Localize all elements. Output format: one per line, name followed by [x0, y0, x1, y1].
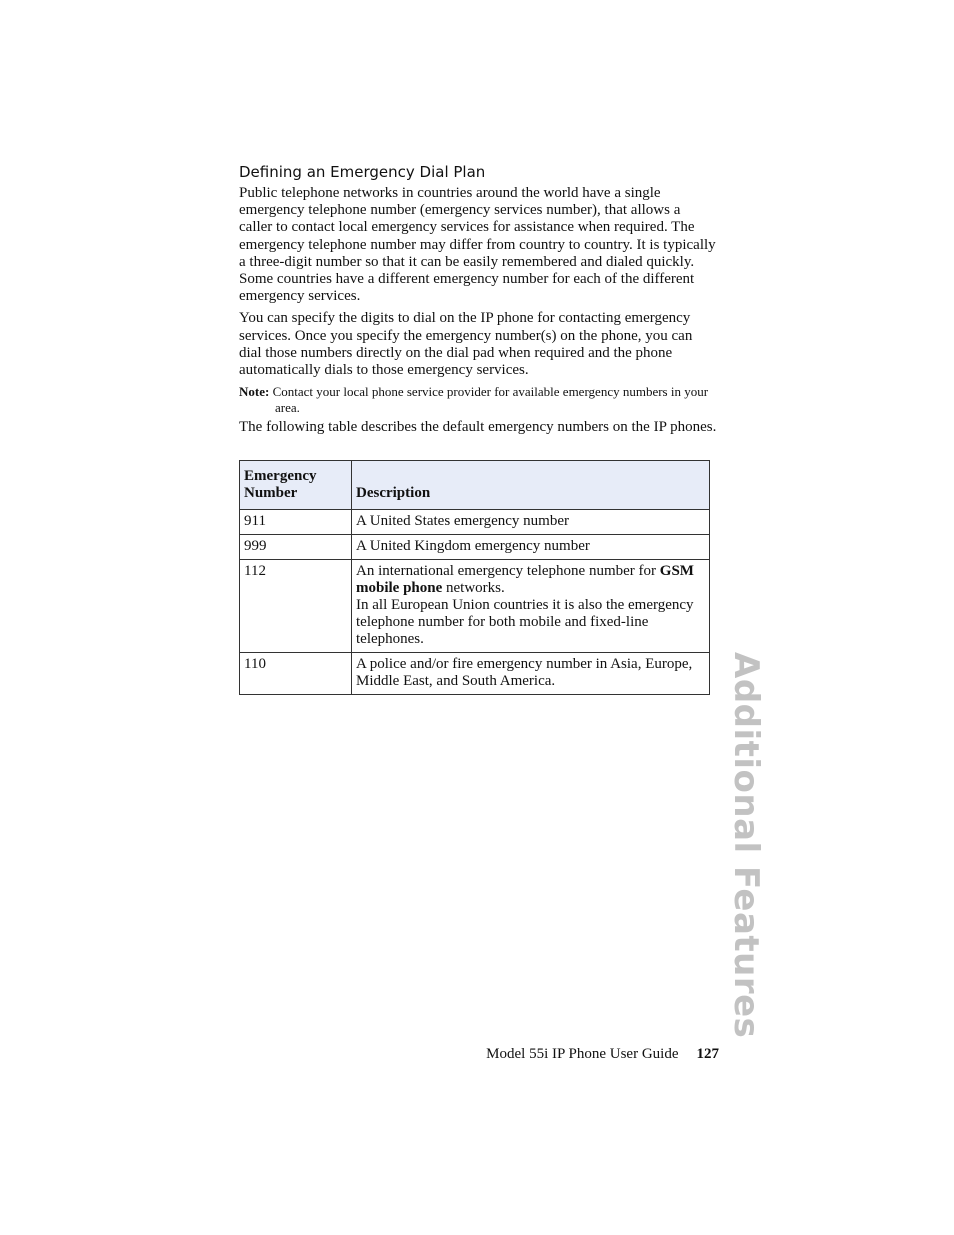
- page-number: 127: [696, 1046, 719, 1062]
- guide-title: Model 55i IP Phone User Guide: [486, 1046, 679, 1062]
- table-header-row: [240, 461, 710, 510]
- desc-text: In all European Union countries it is also the emergency telephone number for both mobile and fixed-line telephones.: [356, 597, 694, 648]
- desc-bold-term: GSM mobile phone: [356, 563, 694, 597]
- description-cell: A United States emergency number: [352, 510, 710, 535]
- side-tab: [724, 651, 768, 1039]
- description-cell: [352, 560, 710, 653]
- emergency-number-cell: 911: [240, 510, 352, 535]
- page-content: [239, 163, 717, 695]
- header-description: Description: [352, 461, 710, 510]
- note: [239, 384, 717, 416]
- emergency-number-cell: 112: [240, 560, 352, 653]
- intro-paragraph: Public telephone networks in countries around the world have a single emergency telephone number (emergency services number), that allows a caller to contact local emergency services for assistance when required. The emergency telephone number may differ from country to country. It is typically a three-digit number so that it can be easily remembered and dialed quickly. Some countries have a different emergency number for each of the different emergency services.: [239, 185, 716, 305]
- header-emergency-number: Emergency Number: [240, 461, 352, 510]
- table-row: [240, 535, 710, 560]
- emergency-numbers-table: [239, 460, 710, 695]
- table-row: [240, 510, 710, 535]
- desc-text: An international emergency telephone number for: [356, 563, 660, 580]
- note-text: Contact your local phone service provider for available emergency numbers in your area.: [272, 384, 709, 416]
- side-tab-label: Additional Features: [726, 651, 766, 1039]
- emergency-number-cell: 999: [240, 535, 352, 560]
- table-row: [240, 560, 710, 653]
- table-intro: The following table describes the default emergency numbers on the IP phones.: [239, 419, 717, 436]
- section-title: Defining an Emergency Dial Plan: [239, 163, 486, 181]
- description-cell: A United Kingdom emergency number: [352, 535, 710, 560]
- specify-digits-paragraph: You can specify the digits to dial on the IP phone for contacting emergency services. Once you specify the emergency number(s) on the phone, you can dial those numbers directly on the dial pad when required and the phone automatically dials to those emergency services.: [239, 310, 693, 379]
- page-footer: [477, 1046, 719, 1063]
- note-label: Note:: [239, 384, 270, 400]
- desc-text: networks.: [442, 580, 505, 597]
- table-row: [240, 653, 710, 695]
- description-cell: A police and/or fire emergency number in Asia, Europe, Middle East, and South America.: [352, 653, 710, 695]
- emergency-number-cell: 110: [240, 653, 352, 695]
